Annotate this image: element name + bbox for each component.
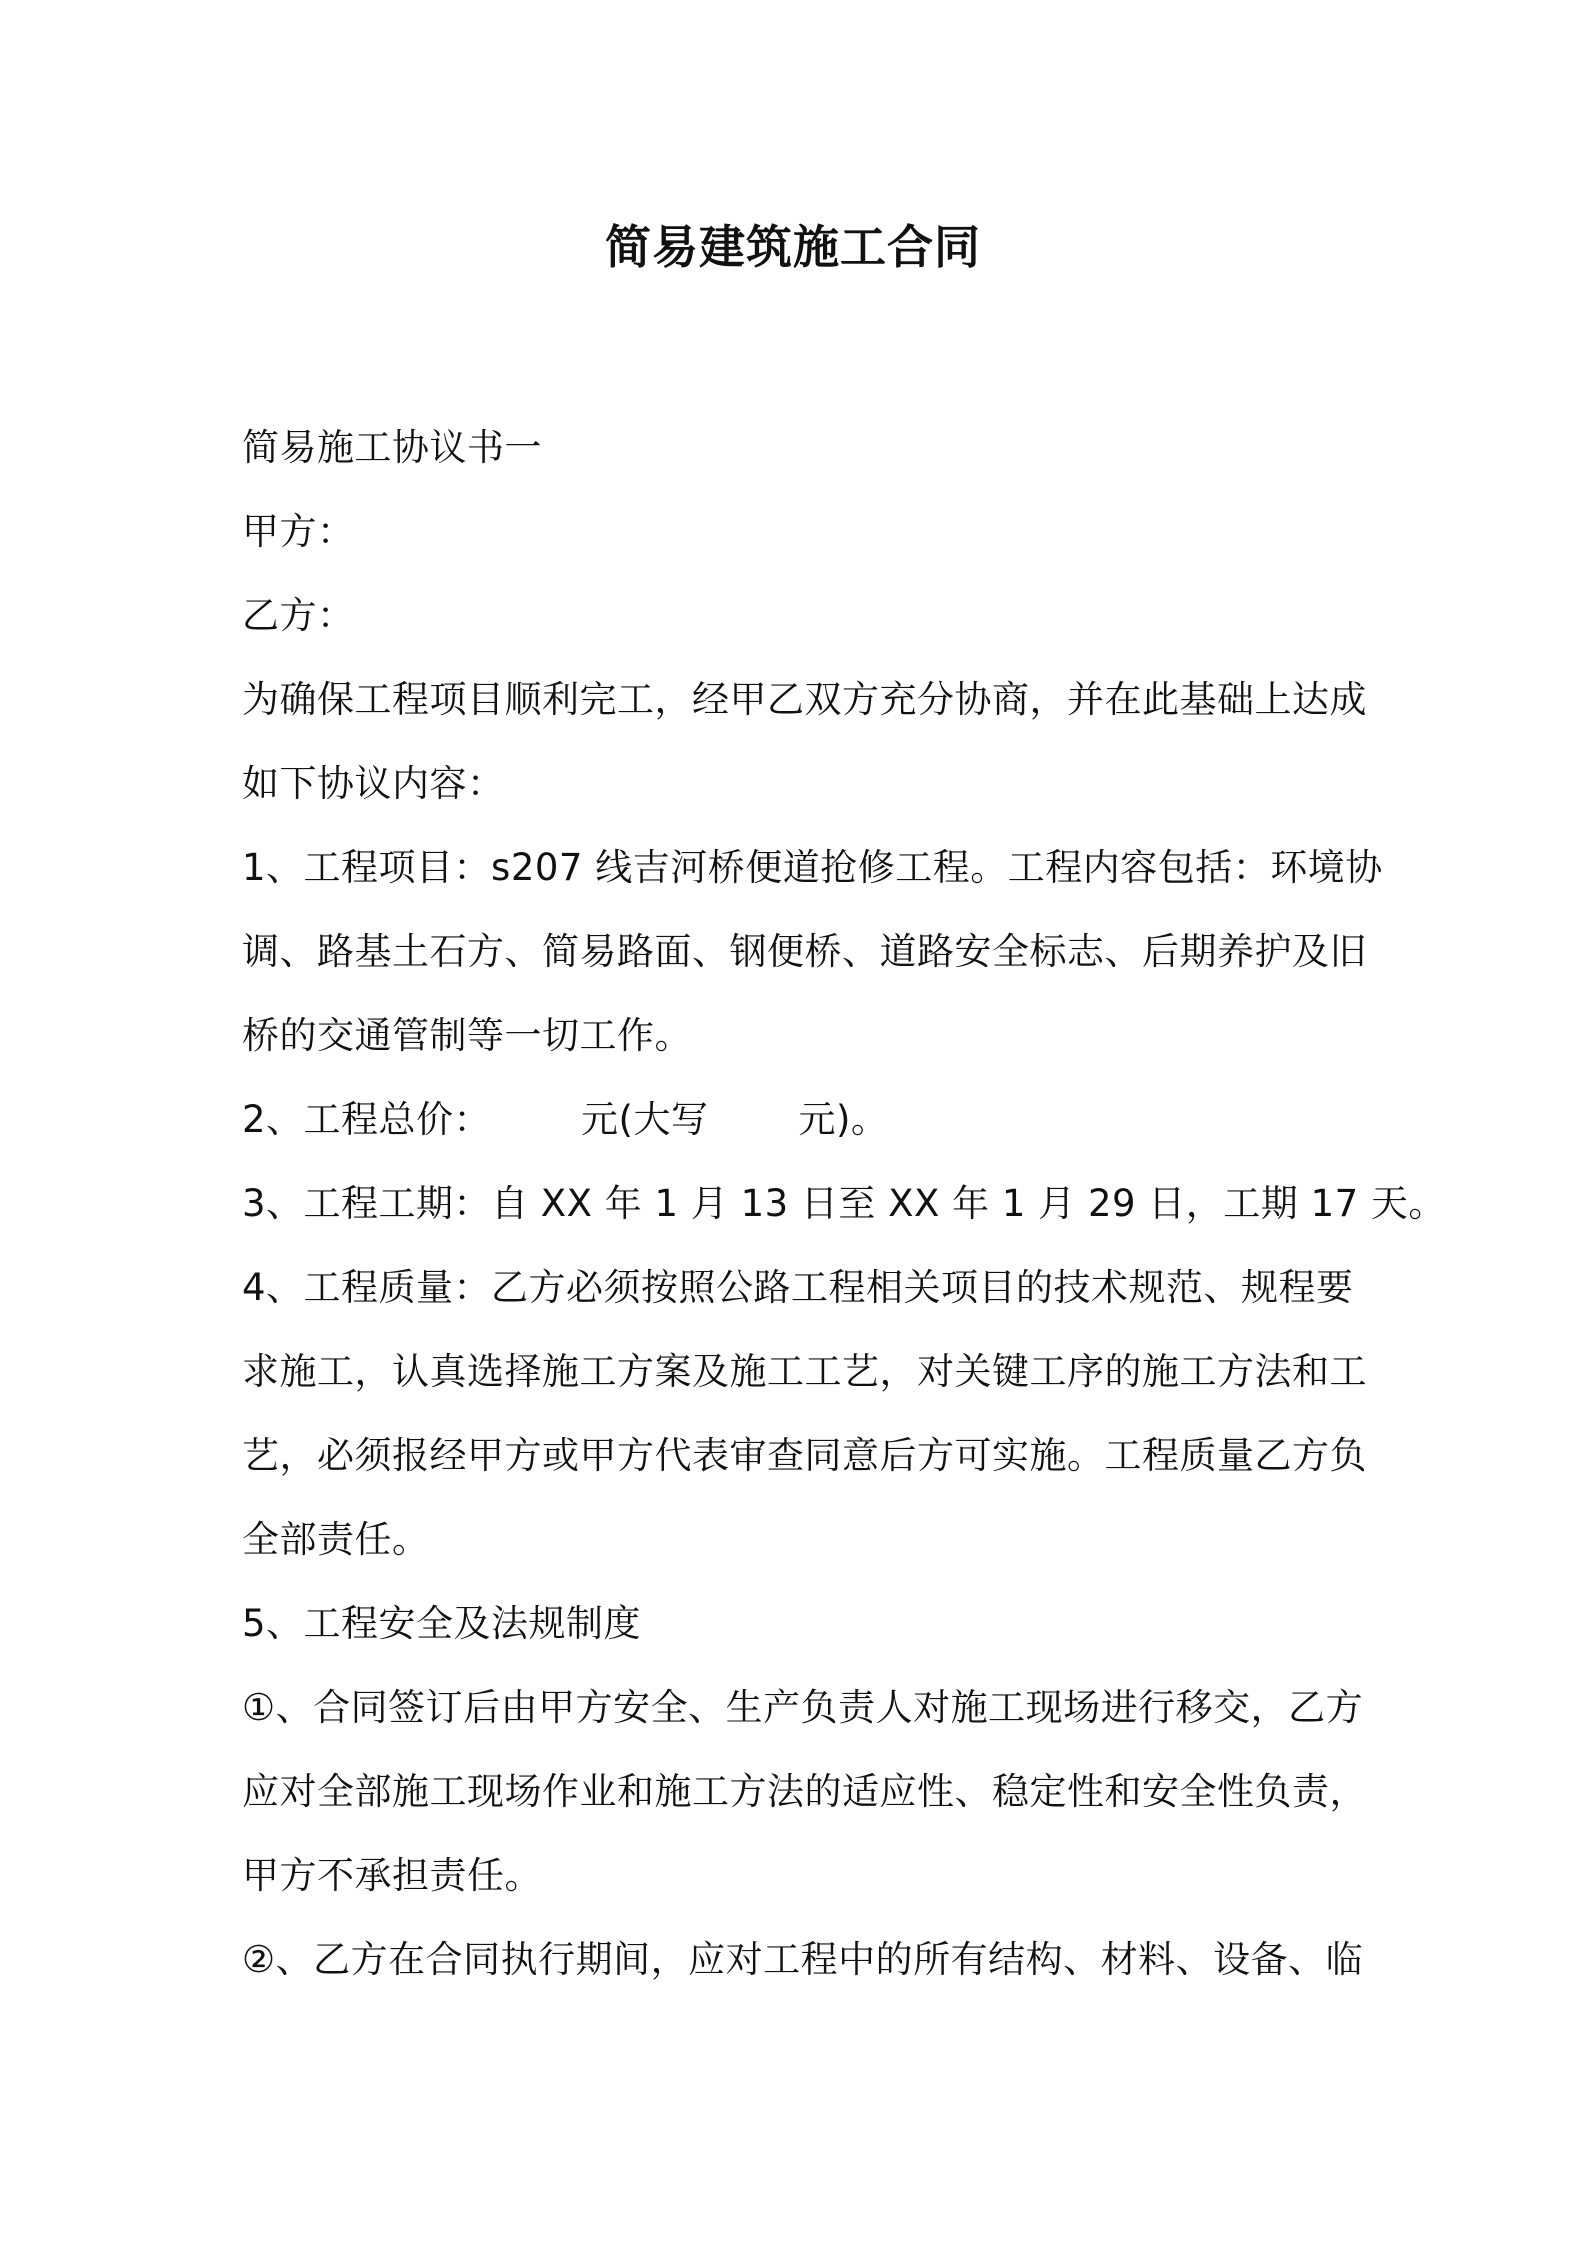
clause-5-1-line-3: 甲方不承担责任。 bbox=[242, 1854, 542, 1897]
preamble-line-1: 为确保工程项目顺利完工，经甲乙双方充分协商，并在此基础上达成 bbox=[242, 678, 1367, 721]
document-body bbox=[242, 406, 1446, 2002]
document-title: 简易建筑施工合同 bbox=[605, 220, 981, 274]
clause-4-line-4: 全部责任。 bbox=[242, 1518, 430, 1561]
clause-1-line-2: 调、路基土石方、简易路面、钢便桥、道路安全标志、后期养护及旧 bbox=[242, 930, 1367, 973]
clause-4-line-1: 4、工程质量：乙方必须按照公路工程相关项目的技术规范、规程要 bbox=[242, 1266, 1354, 1309]
price-end-text: 元)。 bbox=[798, 1098, 889, 1141]
clause-1-line-3: 桥的交通管制等一切工作。 bbox=[242, 1014, 692, 1057]
party-b-label: 乙方： bbox=[242, 594, 355, 637]
price-unit-text: 元(大写 bbox=[581, 1098, 709, 1141]
clause-5-1-line-1: ①、合同签订后由甲方安全、生产负责人对施工现场进行移交，乙方 bbox=[242, 1686, 1364, 1729]
clause-5-1-line-2: 应对全部施工现场作业和施工方法的适应性、稳定性和安全性负责， bbox=[242, 1770, 1367, 1813]
agreement-heading: 简易施工协议书一 bbox=[242, 426, 542, 469]
preamble-line-2: 如下协议内容： bbox=[242, 762, 505, 805]
clause-4-line-3: 艺，必须报经甲方或甲方代表审查同意后方可实施。工程质量乙方负 bbox=[242, 1434, 1367, 1477]
clause-4-line-2: 求施工，认真选择施工方案及施工工艺，对关键工序的施工方法和工 bbox=[242, 1350, 1367, 1393]
price-label: 2、工程总价： bbox=[242, 1098, 492, 1141]
clause-5-heading: 5、工程安全及法规制度 bbox=[242, 1602, 642, 1645]
clause-1-line-1: 1、工程项目：s207 线吉河桥便道抢修工程。工程内容包括：环境协 bbox=[242, 846, 1383, 889]
clause-5-2-line-1: ②、乙方在合同执行期间，应对工程中的所有结构、材料、设备、临 bbox=[242, 1938, 1364, 1981]
party-a-label: 甲方： bbox=[242, 510, 355, 553]
clause-3-line-1: 3、工程工期：自 XX 年 1 月 13 日至 XX 年 1 月 29 日，工期 17 天。 bbox=[242, 1182, 1446, 1225]
clause-2-price-line bbox=[242, 1078, 1360, 1162]
